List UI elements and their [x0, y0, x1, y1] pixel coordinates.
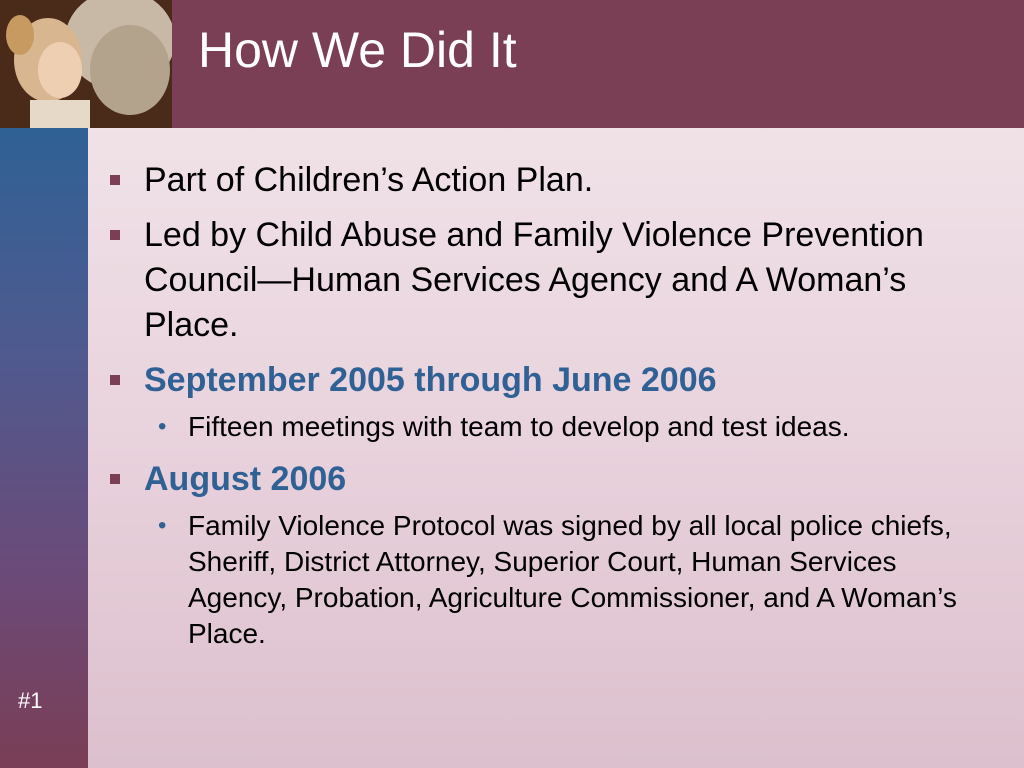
- header-photo: [0, 0, 172, 128]
- girl-and-dog-photo: [0, 0, 172, 128]
- bullet-text: September 2005 through June 2006: [144, 361, 717, 399]
- bullet-text: Led by Child Abuse and Family Violence Prevention Council—Human Services Agency and A Woman’s Place.: [144, 216, 924, 344]
- dot-bullet-icon: •: [158, 413, 167, 440]
- sub-bullet-text: Fifteen meetings with team to develop and test ideas.: [188, 411, 850, 442]
- square-bullet-icon: [110, 175, 120, 185]
- square-bullet-icon: [110, 474, 120, 484]
- sub-bullet-text: Family Violence Protocol was signed by all local police chiefs, Sheriff, District Attorney, Superior Court, Human Services Agency, Probation, Agriculture Commissioner, and A Woman’s Place.: [188, 510, 957, 649]
- dot-bullet-icon: •: [158, 512, 167, 539]
- slide-title: How We Did It: [198, 22, 517, 78]
- bullet-text: Part of Children’s Action Plan.: [144, 161, 594, 199]
- bullet-list: [108, 158, 988, 664]
- square-bullet-icon: [110, 230, 120, 240]
- sub-bullet-item: [108, 409, 988, 445]
- bullet-item: [108, 213, 988, 348]
- bullet-item-highlight: [108, 358, 988, 403]
- bullet-item: [108, 158, 988, 203]
- sub-bullet-item: [108, 508, 988, 652]
- bullet-item-highlight: [108, 457, 988, 502]
- left-sidebar-band: [0, 128, 88, 768]
- slide-number: #1: [18, 688, 43, 713]
- square-bullet-icon: [110, 375, 120, 385]
- slide-header: [0, 0, 1024, 128]
- bullet-text: August 2006: [144, 460, 347, 498]
